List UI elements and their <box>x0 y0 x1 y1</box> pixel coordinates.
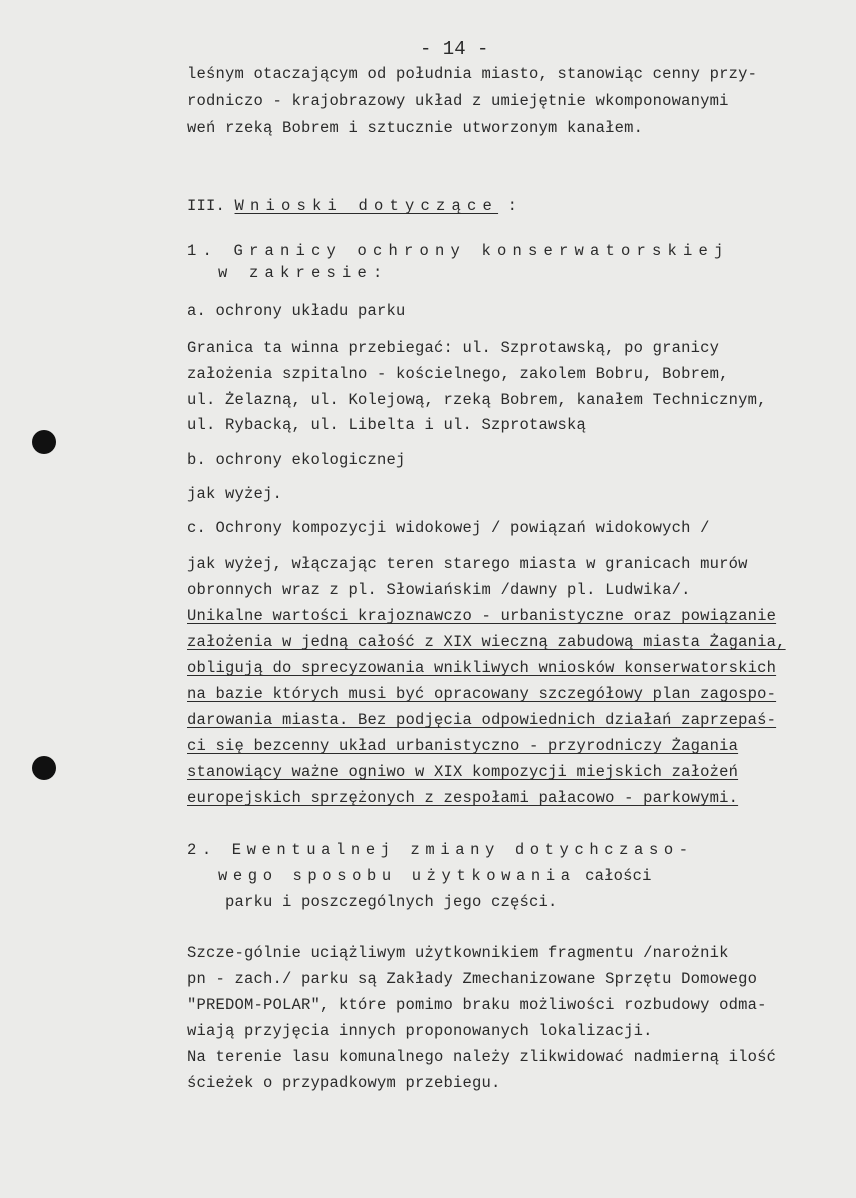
point2-line: pn - zach./ parku są Zakłady Zmechanizowane Sprzętu Domowego <box>187 970 758 988</box>
point2-heading-spaced: wego sposobu użytkowania <box>218 867 576 885</box>
point2-line: "PREDOM-POLAR", które pomimo braku możliwości rozbudowy odma- <box>187 996 767 1014</box>
point2-line: wiają przyjęcia innych proponowanych lokalizacji. <box>187 1022 653 1040</box>
point2-heading-rest: całości <box>575 867 652 885</box>
point2-heading: parku i poszczególnych jego części. <box>225 893 558 911</box>
underlined-line: europejskich sprzężonych z zespołami pałacowo - parkowymi. <box>187 789 739 807</box>
intro-line: rodniczo - krajobrazowy układ z umiejętnie wkomponowanymi <box>187 92 729 110</box>
underlined-line: obligują do sprecyzowania wnikliwych wniosków konserwatorskich <box>187 659 777 677</box>
point1-c-line: jak wyżej, włączając teren starego miasta w granicach murów <box>187 555 748 573</box>
point2-line: ścieżek o przypadkowym przebiegu. <box>187 1074 501 1092</box>
section-heading <box>187 196 517 216</box>
section-colon: : <box>507 197 518 215</box>
underlined-line: stanowiący ważne ogniwo w XIX kompozycji miejskich założeń <box>187 763 739 781</box>
point1-c-line: obronnych wraz z pl. Słowiańskim /dawny pl. Ludwika/. <box>187 581 691 599</box>
punch-hole <box>32 430 56 454</box>
underlined-line: darowania miasta. Bez podjęcia odpowiednich działań zaprzepaś- <box>187 711 777 729</box>
point1-a-line: ul. Rybacką, ul. Libelta i ul. Szprotawską <box>187 416 587 434</box>
underlined-line: założenia w jedną całość z XIX wieczną zabudową miasta Żagania, <box>187 633 786 651</box>
point2-heading: 2. Ewentualnej zmiany dotychczaso- <box>187 841 694 859</box>
point2-line: Szcze-gólnie uciążliwym użytkownikiem fragmentu /narożnik <box>187 944 729 962</box>
section-numeral: III. <box>187 197 226 215</box>
underlined-line: na bazie których musi być opracowany szczegółowy plan zagospo- <box>187 685 777 703</box>
point1-heading: 1. Granicy ochrony konserwatorskiej <box>187 242 730 260</box>
point1-c-label: c. Ochrony kompozycji widokowej / powiązań widokowych / <box>187 519 710 537</box>
point1-b-text: jak wyżej. <box>187 485 283 503</box>
intro-line: weń rzeką Bobrem i sztucznie utworzonym kanałem. <box>187 119 644 137</box>
point1-a-label: a. ochrony układu parku <box>187 302 406 320</box>
point2-heading <box>218 866 652 886</box>
punch-hole <box>32 756 56 780</box>
point1-a-line: Granica ta winna przebiegać: ul. Szprotawską, po granicy <box>187 339 720 357</box>
intro-line: leśnym otaczającym od południa miasto, stanowiąc cenny przy- <box>187 65 758 83</box>
point1-a-line: założenia szpitalno - kościelnego, zakolem Bobru, Bobrem, <box>187 365 729 383</box>
underlined-line: Unikalne wartości krajoznawczo - urbanistyczne oraz powiązanie <box>187 607 777 625</box>
point1-a-line: ul. Żelazną, ul. Kolejową, rzeką Bobrem, kanałem Technicznym, <box>187 391 767 409</box>
point1-b-label: b. ochrony ekologicznej <box>187 451 406 469</box>
point1-heading: w zakresie: <box>218 264 389 282</box>
point2-line: Na terenie lasu komunalnego należy zlikwidować nadmierną ilość <box>187 1048 777 1066</box>
page-number: - 14 - <box>420 38 489 60</box>
section-title: Wnioski dotyczące <box>234 197 499 215</box>
underlined-line: ci się bezcenny układ urbanistyczno - przyrodniczy Żagania <box>187 737 739 755</box>
